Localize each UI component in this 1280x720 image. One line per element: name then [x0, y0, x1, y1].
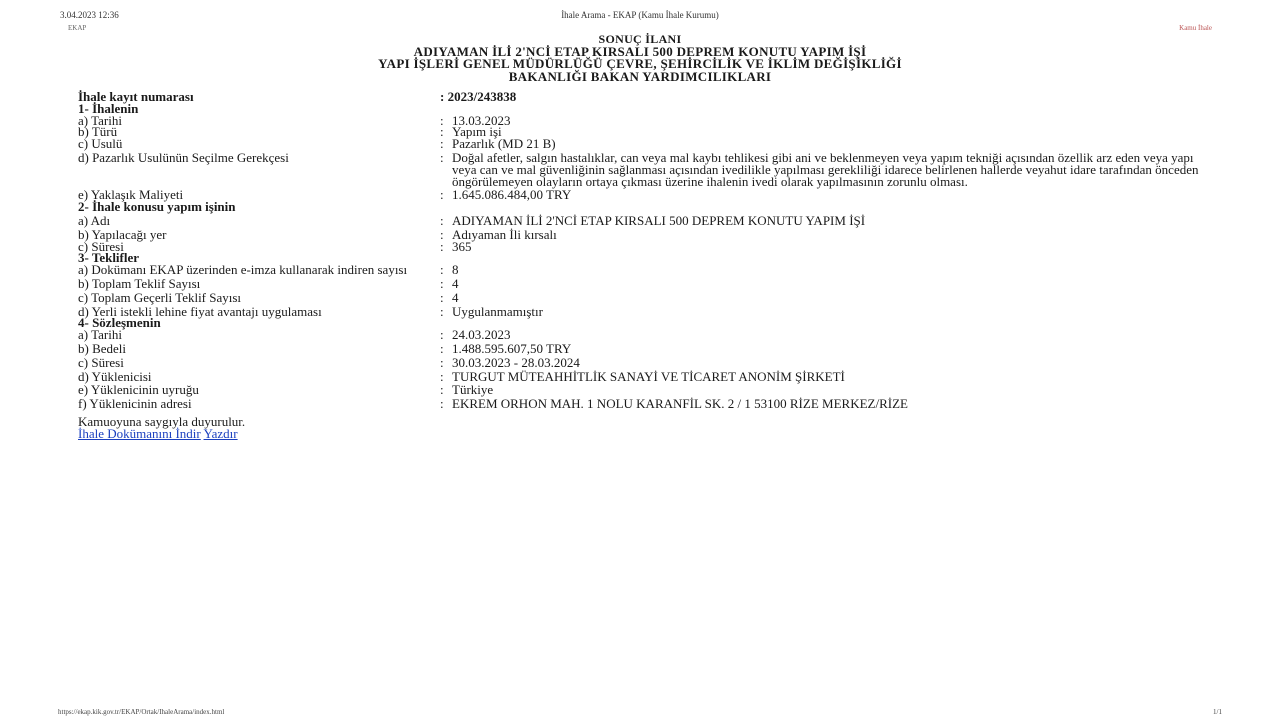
field-label: b) Yapılacağı yer [78, 226, 167, 242]
field-value: EKREM ORHON MAH. 1 NOLU KARANFİL SK. 2 / 1 53100 RİZE MERKEZ/RİZE [452, 396, 908, 412]
notice-heading [0, 33, 1280, 83]
field-value: 1.645.086.484,00 TRY [452, 187, 572, 203]
field-row: e) Yaklaşık Maliyeti : 1.645.086.484,00 TRY [78, 189, 1208, 201]
field-row: b) Yapılacağı yer : Adıyaman İli kırsalı [78, 229, 1208, 241]
print-link[interactable]: Yazdır [203, 425, 238, 441]
print-date: 3.04.2023 12:36 [60, 10, 119, 20]
field-value: 1.488.595.607,50 TRY [452, 340, 572, 356]
field-label: a) Tarihi [78, 327, 122, 343]
field-value: 13.03.2023 [452, 112, 511, 128]
print-page-title: İhale Arama - EKAP (Kamu İhale Kurumu) [561, 10, 719, 20]
field-value: Adıyaman İli kırsalı [452, 226, 557, 242]
print-sub-right: Kamu İhale [1179, 24, 1212, 32]
field-label: f) Yüklenicinin adresi [78, 396, 192, 412]
field-row: f) Yüklenicinin adresi : EKREM ORHON MAH. 1 NOLU KARANFİL SK. 2 / 1 53100 RİZE MERKEZ/RİZE [78, 398, 1208, 410]
registry-row [78, 91, 1208, 103]
field-label: a) Tarihi [78, 112, 122, 128]
tender-title: ADIYAMAN İLİ 2'NCİ ETAP KIRSALI 500 DEPREM KONUTU YAPIM İŞİ [413, 43, 867, 59]
field-value: Yapım işi [452, 124, 502, 140]
field-value: Pazarlık (MD 21 B) [452, 136, 556, 152]
notice-type: SONUÇ İLANI [598, 32, 682, 46]
section-title: 2- İhale konusu yapım işinin [78, 199, 236, 215]
field-row: b) Bedeli : 1.488.595.607,50 TRY [78, 343, 1208, 355]
field-label: b) Türü [78, 124, 118, 140]
field-value: 365 [452, 238, 472, 254]
field-value: 8 [452, 262, 459, 278]
field-row: d) Yüklenicisi : TURGUT MÜTEAHHİTLİK SANAYİ VE TİCARET ANONİM ŞİRKETİ [78, 371, 1208, 383]
field-row: d) Pazarlık Usulünün Seçilme Gerekçesi : Doğal afetler, salgın hastalıklar, can veya mal kaybı tehlikesi gibi ani ve beklenmeyen veya yapım tekniği açısından özellik arz eden veya yapı veya can ve mal güvenliğinin sağlanması açısından ivedilikle yapılması gerekliliği idarece belirlenen hallerde veyahut idare tarafından önceden öngörülemeyen olayların ortaya çıkması üzerine ihalenin ivedi olarak yapılmasının zorunlu olması. [78, 152, 1208, 187]
field-label: b) Bedeli [78, 340, 127, 356]
print-sub-left: EKAP [68, 24, 87, 32]
notice-body [78, 91, 1208, 440]
field-label: a) Adı [78, 212, 111, 228]
field-value: Uygulanmamıştır [452, 303, 543, 319]
section-title: 3- Teklifler [78, 250, 140, 266]
field-value: TURGUT MÜTEAHHİTLİK SANAYİ VE TİCARET ANONİM ŞİRKETİ [452, 368, 845, 384]
section-title: 4- Sözleşmenin [78, 315, 161, 331]
field-label: c) Usulü [78, 136, 123, 152]
announcement-note: Kamuoyuna saygıyla duyurulur. [78, 413, 246, 429]
field-label: d) Yerli istekli lehine fiyat avantajı uygulaması [78, 303, 322, 319]
field-label: e) Yüklenicinin uyruğu [78, 382, 199, 398]
registry-label: İhale kayıt numarası [78, 89, 194, 104]
authority-line-2: BAKANLIĞI BAKAN YARDIMCILIKLARI [508, 68, 772, 84]
field-row: e) Yüklenicinin uyruğu : Türkiye [78, 384, 1208, 396]
field-row: c) Süresi : 30.03.2023 - 28.03.2024 [78, 357, 1208, 369]
field-value: ADIYAMAN İLİ 2'NCİ ETAP KIRSALI 500 DEPREM KONUTU YAPIM İŞİ [452, 212, 866, 228]
field-row: a) Adı : ADIYAMAN İLİ 2'NCİ ETAP KIRSALI 500 DEPREM KONUTU YAPIM İŞİ [78, 215, 1208, 227]
field-label: e) Yaklaşık Maliyeti [78, 187, 184, 203]
field-value: 30.03.2023 - 28.03.2024 [452, 354, 580, 370]
authority-line-1: YAPI İŞLERİ GENEL MÜDÜRLÜĞÜ ÇEVRE, ŞEHİRCİLİK VE İKLİM DEĞİŞİKLİĞİ [378, 56, 902, 71]
field-value: 4 [452, 289, 459, 305]
section-title: 1- İhalenin [78, 100, 139, 116]
field-value: Doğal afetler, salgın hastalıklar, can veya mal kaybı tehlikesi gibi ani ve beklenmeyen veya yapım tekniği açısından özellik arz eden veya yapı veya can ve mal güvenliğinin sağlanması açısından ivedilikle yapılması gerekliliği idarece belirlenen hallerde veyahut idare tarafından önceden öngörülemeyen olayların ortaya çıkması üzerine ihalenin ivedi olarak yapılmasının zorunlu olması. [452, 149, 1199, 189]
download-document-link[interactable]: İhale Dokümanını İndir [78, 425, 201, 441]
document-links [78, 425, 1208, 441]
field-row: b) Toplam Teklif Sayısı : 4 [78, 278, 1208, 290]
field-row: a) Tarihi : 24.03.2023 [78, 329, 1208, 341]
field-row: c) Usulü : Pazarlık (MD 21 B) [78, 138, 1208, 150]
registry-value: : 2023/243838 [440, 89, 517, 104]
field-value: 24.03.2023 [452, 327, 511, 343]
field-value: 4 [452, 275, 459, 291]
field-row: a) Dokümanı EKAP üzerinden e-imza kullanarak indiren sayısı : 8 [78, 264, 1208, 276]
field-row: b) Türü : Yapım işi [78, 126, 1208, 138]
page-number: 1/1 [1213, 708, 1222, 716]
field-label: c) Süresi [78, 354, 124, 370]
field-label: a) Dokümanı EKAP üzerinden e-imza kullanarak indiren sayısı [78, 262, 408, 278]
field-label: d) Yüklenicisi [78, 368, 152, 384]
field-row: c) Süresi : 365 [78, 241, 1208, 253]
field-row: d) Yerli istekli lehine fiyat avantajı uygulaması : Uygulanmamıştır [78, 306, 1208, 318]
print-url: https://ekap.kik.gov.tr/EKAP/Ortak/IhaleArama/index.html [58, 708, 225, 716]
field-label: b) Toplam Teklif Sayısı [78, 275, 201, 291]
field-row: a) Tarihi : 13.03.2023 [78, 115, 1208, 127]
field-value: Türkiye [452, 382, 494, 398]
field-label: d) Pazarlık Usulünün Seçilme Gerekçesi [78, 149, 289, 165]
field-label: c) Süresi [78, 238, 124, 254]
field-row: c) Toplam Geçerli Teklif Sayısı : 4 [78, 292, 1208, 304]
field-label: c) Toplam Geçerli Teklif Sayısı [78, 289, 242, 305]
